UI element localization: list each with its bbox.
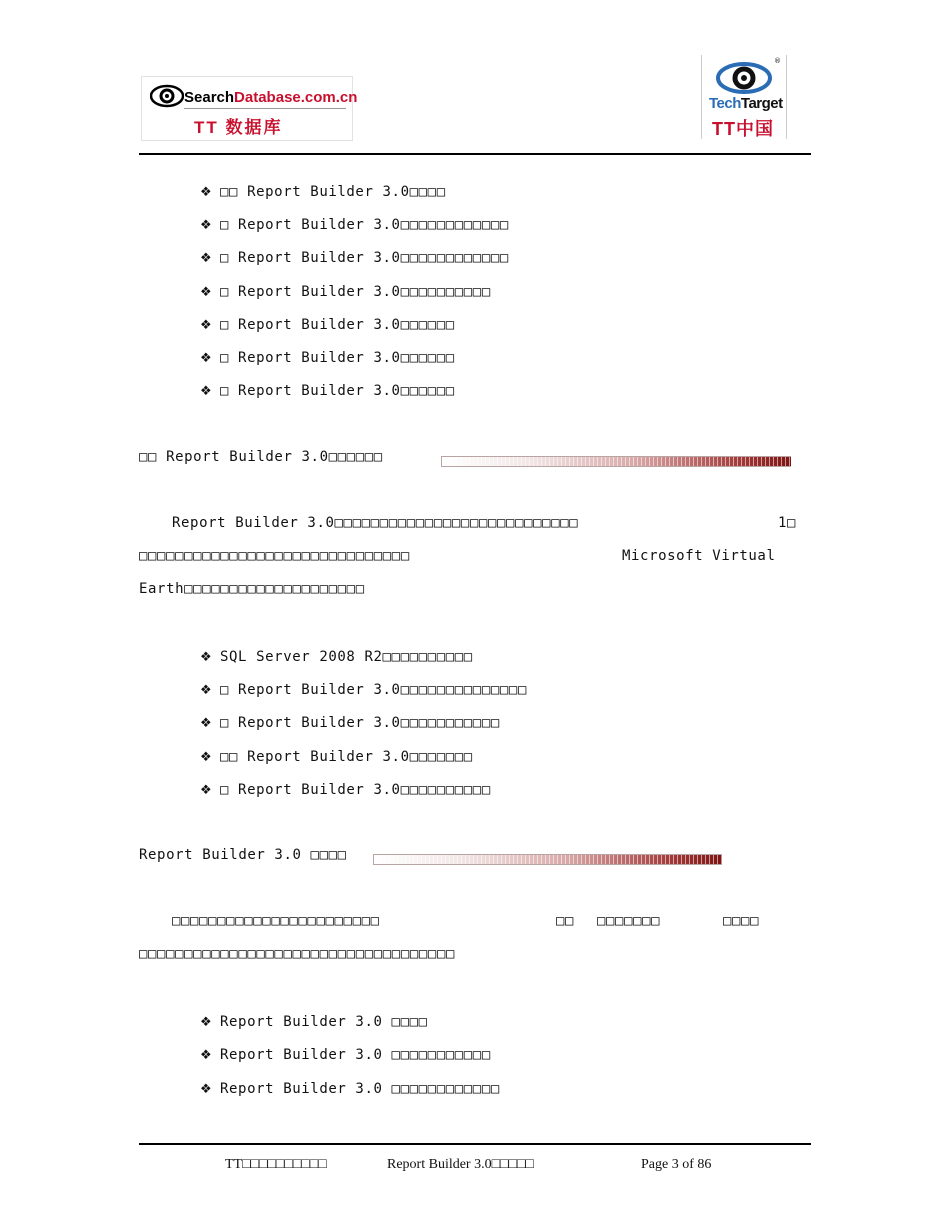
diamond-bullet-icon: ❖ xyxy=(200,650,213,665)
diamond-bullet-icon: ❖ xyxy=(200,384,213,399)
list-item: ❖ □ Report Builder 3.0□□□□□□ xyxy=(200,315,455,335)
diamond-bullet-icon: ❖ xyxy=(200,1015,213,1030)
section3-paragraph-line: □□□□ xyxy=(723,913,760,929)
list-item: ❖ □ Report Builder 3.0□□□□□□□□□□ xyxy=(200,780,491,800)
footer-center: Report Builder 3.0□□□□□ xyxy=(387,1157,534,1172)
section3-paragraph-line: □□ xyxy=(556,913,575,929)
diamond-bullet-icon: ❖ xyxy=(200,185,213,200)
list-item: ❖ □ Report Builder 3.0□□□□□□□□□□□□ xyxy=(200,215,509,235)
section3-paragraph-line: □□□□□□□□□□□□□□□□□□□□□□□ xyxy=(172,913,380,929)
diamond-bullet-icon: ❖ xyxy=(200,351,213,366)
diamond-bullet-icon: ❖ xyxy=(200,285,213,300)
list-item: ❖ Report Builder 3.0 □□□□ xyxy=(200,1012,428,1032)
section3-paragraph-line: □□□□□□□□□□□□□□□□□□□□□□□□□□□□□□□□□□□ xyxy=(139,946,456,962)
list-item: ❖ □ Report Builder 3.0□□□□□□□□□□□ xyxy=(200,713,500,733)
diamond-bullet-icon: ❖ xyxy=(200,1048,213,1063)
logo-cn-text: TT中国 xyxy=(712,119,774,139)
list-item: ❖ □ Report Builder 3.0□□□□□□□□□□□□□□ xyxy=(200,680,527,700)
section3-heading: Report Builder 3.0 □□□□ xyxy=(139,847,347,863)
section3-paragraph-line: □□□□□□□ xyxy=(597,913,661,929)
diamond-bullet-icon: ❖ xyxy=(200,218,213,233)
logo-cn-text: TT 数据库 xyxy=(194,118,283,137)
list-item: ❖ SQL Server 2008 R2□□□□□□□□□□ xyxy=(200,647,473,667)
list-item: ❖ Report Builder 3.0 □□□□□□□□□□□□ xyxy=(200,1079,500,1099)
header-rule xyxy=(139,153,811,155)
section2-paragraph-line: Microsoft Virtual xyxy=(622,548,776,564)
diamond-bullet-icon: ❖ xyxy=(200,716,213,731)
logo-wordmark: SearchDatabase.com.cn xyxy=(184,89,358,106)
eye-icon xyxy=(716,61,772,95)
logo-wordmark: TechTarget xyxy=(709,95,783,112)
diamond-bullet-icon: ❖ xyxy=(200,783,213,798)
section2-paragraph-line: □□□□□□□□□□□□□□□□□□□□□□□□□□□□□□ xyxy=(139,548,410,564)
registered-mark: ® xyxy=(774,57,781,65)
list-item: ❖ □ Report Builder 3.0□□□□□□ xyxy=(200,381,455,401)
heading-decor-bar xyxy=(373,854,722,865)
section2-heading: □□ Report Builder 3.0□□□□□□ xyxy=(139,449,383,465)
footer-rule xyxy=(139,1143,811,1145)
techtarget-logo xyxy=(701,55,787,139)
footer-left: TT□□□□□□□□□□ xyxy=(225,1157,327,1172)
list-item: ❖ □□ Report Builder 3.0□□□□□□□ xyxy=(200,747,473,767)
section2-paragraph-line: Report Builder 3.0□□□□□□□□□□□□□□□□□□□□□□□□□□□ xyxy=(172,515,579,531)
searchdatabase-logo xyxy=(141,76,358,141)
page-number: Page 3 of 86 xyxy=(641,1157,712,1172)
eye-icon xyxy=(150,84,184,108)
diamond-bullet-icon: ❖ xyxy=(200,683,213,698)
list-item: ❖ □ Report Builder 3.0□□□□□□□□□□□□ xyxy=(200,248,509,268)
list-item: ❖ Report Builder 3.0 □□□□□□□□□□□ xyxy=(200,1045,491,1065)
list-item: ❖ □ Report Builder 3.0□□□□□□ xyxy=(200,348,455,368)
section2-paragraph-line: 1□ xyxy=(778,515,797,531)
heading-decor-bar xyxy=(441,456,791,467)
diamond-bullet-icon: ❖ xyxy=(200,318,213,333)
diamond-bullet-icon: ❖ xyxy=(200,1082,213,1097)
diamond-bullet-icon: ❖ xyxy=(200,750,213,765)
list-item: ❖ □ Report Builder 3.0□□□□□□□□□□ xyxy=(200,282,491,302)
section2-paragraph-line: Earth□□□□□□□□□□□□□□□□□□□□ xyxy=(139,581,365,597)
list-item: ❖ □□ Report Builder 3.0□□□□ xyxy=(200,182,446,202)
diamond-bullet-icon: ❖ xyxy=(200,251,213,266)
